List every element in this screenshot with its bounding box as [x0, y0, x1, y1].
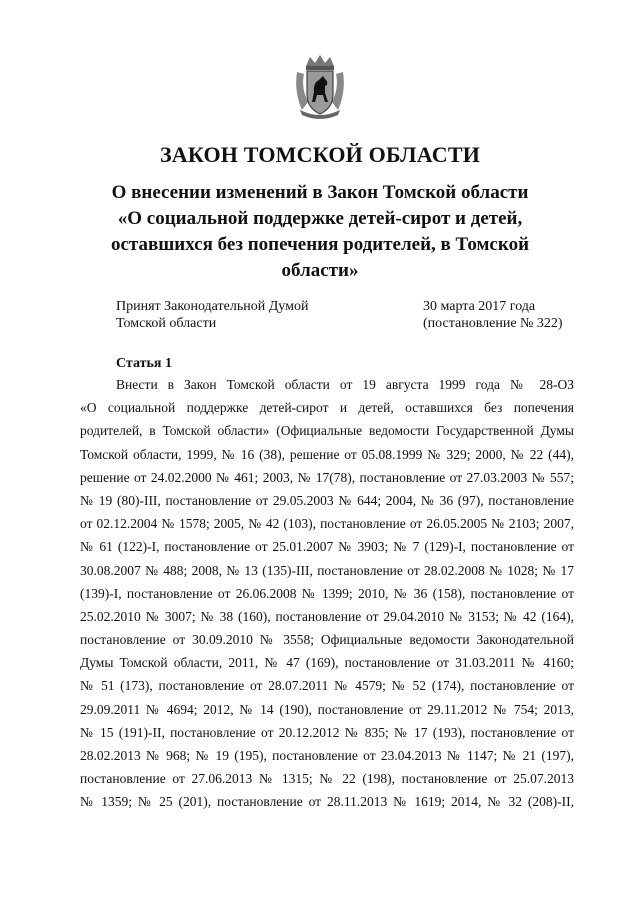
subtitle-line: оставшихся без попечения родителей, в Томской	[110, 234, 530, 255]
body-line: № 15 (191)-II, постановление от 20.12.2012 № 835; № 17 (193), постановление от	[80, 724, 574, 740]
body-line: № 61 (122)-I, постановление от 25.01.2007 № 3903; № 7 (129)-I, постановление от	[80, 539, 574, 555]
coat-of-arms-icon	[292, 52, 348, 120]
body-line: 28.02.2013 № 968; № 19 (195), постановление от 23.04.2013 № 1147; № 21 (197),	[80, 748, 574, 763]
body-line: Томской области, 1999, № 16 (38), решение от 05.08.1999 № 329; 2000, № 22 (44),	[80, 446, 574, 462]
body-line: № 51 (173), постановление от 28.07.2011 № 4579; № 52 (174), постановление от	[80, 678, 574, 694]
subtitle-line: «О социальной поддержке детей-сирот и детей,	[117, 208, 523, 229]
body-line: № 19 (80)-III, постановление от 29.05.2003 № 644; 2004, № 36 (97), постановление	[80, 492, 574, 508]
body-line: постановление от 30.09.2010 № 3558; Официальные ведомости Законодательной	[80, 632, 574, 648]
adopted-by-line: Принят Законодательной Думой	[116, 299, 309, 314]
article-body	[80, 373, 574, 814]
law-title: ЗАКОН ТОМСКОЙ ОБЛАСТИ	[159, 142, 481, 167]
body-line: родителей, в Томской области» (Официальные ведомости Государственной Думы	[80, 423, 574, 439]
law-subtitle	[96, 180, 544, 284]
body-line: Внести в Закон Томской области от 19 августа 1999 года № 28-ОЗ	[116, 377, 574, 392]
article-heading: Статья 1	[116, 356, 172, 371]
adoption-date	[423, 298, 563, 332]
body-line: Думы Томской области, 2011, № 47 (169), постановление от 31.03.2011 № 4160;	[80, 655, 574, 671]
body-line: решение от 24.02.2000 № 461; 2003, № 17(78), постановление от 27.03.2003 № 557;	[80, 469, 574, 485]
body-line: постановление от 27.06.2013 № 1315; № 22 (198), постановление от 25.07.2013	[80, 771, 574, 787]
body-line: (139)-I, постановление от 26.06.2008 № 1399; 2010, № 36 (158), постановление от	[80, 585, 574, 601]
body-line: 29.09.2011 № 4694; 2012, № 14 (190), постановление от 29.11.2012 № 754; 2013,	[80, 701, 574, 717]
body-line: от 02.12.2004 № 1578; 2005, № 42 (103), постановление от 26.05.2005 № 2103; 2007,	[80, 516, 574, 532]
body-line: 30.08.2007 № 488; 2008, № 13 (135)-III, постановление от 28.02.2008 № 1028; № 17	[80, 562, 574, 578]
subtitle-line: О внесении изменений в Закон Томской области	[111, 182, 529, 203]
adoption-resolution-line: (постановление № 322)	[423, 316, 563, 331]
body-line: № 1359; № 25 (201), постановление от 28.11.2013 № 1619; 2014, № 32 (208)-II,	[80, 794, 574, 810]
adopted-by	[116, 298, 308, 332]
body-line: «О социальной поддержке детей-сирот и детей, оставшихся без попечения	[80, 400, 574, 416]
adoption-date-line: 30 марта 2017 года	[423, 299, 536, 314]
body-line: 25.02.2010 № 3007; № 38 (160), постановление от 29.04.2010 № 3153; № 42 (164),	[80, 608, 574, 624]
subtitle-line: области»	[281, 260, 359, 281]
adopted-by-line: Томской области	[116, 316, 217, 331]
